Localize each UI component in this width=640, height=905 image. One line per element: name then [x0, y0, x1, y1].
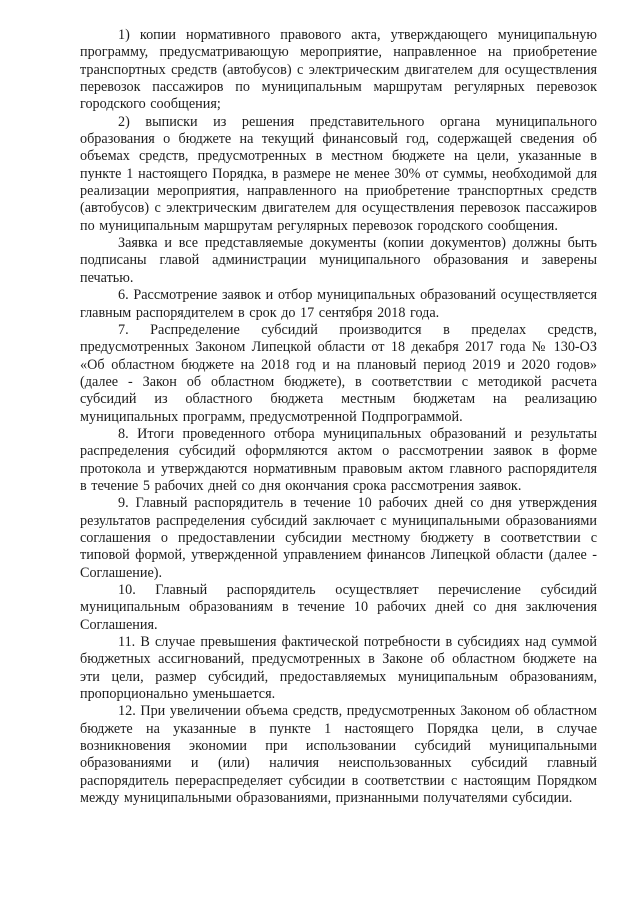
- paragraph: 7. Распределение субсидий производится в пределах средств, предусмотренных Законом Липецкой области от 18 декабря 2017 года № 130-ОЗ «Об областном бюджете на 2018 год и на плановый период 2019 и 2020 годов» (далее - Закон об областном бюджете), в соответствии с методикой расчета субсидий из областного бюджета местным бюджетам на реализацию муниципальных программ, предусмотренной Подпрограммой.: [80, 321, 597, 425]
- document-body: [80, 27, 597, 807]
- paragraph: 2) выписки из решения представительного органа муниципального образования о бюджете на текущий финансовый год, содержащей сведения об объемах средств, предусмотренных в местном бюджете на цели, указанные в пункте 1 настоящего Порядка, в размере не менее 30% от суммы, необходимой для реализации мероприятия, направленного на приобретение транспортных средств (автобусов) с электрическим двигателем для осуществления перевозок пассажиров по муниципальным маршрутам регулярных перевозок городского сообщения.: [80, 113, 597, 234]
- paragraph: 12. При увеличении объема средств, предусмотренных Законом об областном бюджете на указанные в пункте 1 настоящего Порядка цели, в случае возникновения экономии при использовании субсидий муниципальными образованиями и (или) наличия неиспользованных субсидий главный распорядитель перераспределяет субсидии в соответствии с настоящим Порядком между муниципальными образованиями, признанными получателями субсидии.: [80, 703, 597, 807]
- paragraph: Заявка и все представляемые документы (копии документов) должны быть подписаны главой администрации муниципального образования и заверены печатью.: [80, 235, 597, 286]
- paragraph: 1) копии нормативного правового акта, утверждающего муниципальную программу, предусматривающую мероприятие, направленное на приобретение транспортных средств (автобусов) с электрическим двигателем для осуществления перевозок пассажиров по муниципальным маршрутам регулярных перевозок городского сообщения;: [80, 27, 597, 113]
- paragraph: 8. Итоги проведенного отбора муниципальных образований и результаты распределения субсидий оформляются актом о рассмотрении заявок в форме протокола и утверждаются нормативным правовым актом главного распорядителя в течение 5 рабочих дней со дня окончания срока рассмотрения заявок.: [80, 425, 597, 494]
- paragraph: 10. Главный распорядитель осуществляет перечисление субсидий муниципальным образованиям в течение 10 рабочих дней со дня заключения Соглашения.: [80, 582, 597, 633]
- paragraph: 6. Рассмотрение заявок и отбор муниципальных образований осуществляется главным распорядителем в срок до 17 сентября 2018 года.: [80, 287, 597, 321]
- paragraph: 11. В случае превышения фактической потребности в субсидиях над суммой бюджетных ассигнований, предусмотренных в Законе об областном бюджете на эти цели, размер субсидий, предоставляемых муниципальным образованиям, пропорционально уменьшается.: [80, 634, 597, 703]
- paragraph: 9. Главный распорядитель в течение 10 рабочих дней со дня утверждения результатов распределения субсидий заключает с муниципальными образованиями соглашения о предоставлении субсидии местному бюджету в соответствии с типовой формой, утвержденной управлением финансов Липецкой области (далее - Соглашение).: [80, 495, 597, 581]
